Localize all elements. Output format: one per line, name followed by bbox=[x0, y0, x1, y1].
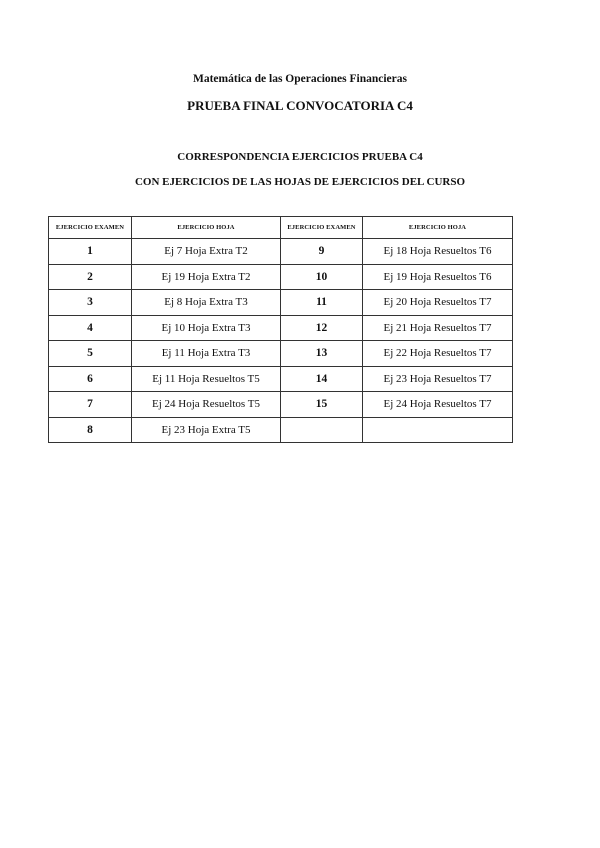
table-row bbox=[49, 366, 513, 392]
sheet-exercise-reference: Ej 19 Hoja Resueltos T6 bbox=[363, 264, 513, 290]
correspondence-heading: CORRESPONDENCIA EJERCICIOS PRUEBA C4 bbox=[177, 151, 423, 163]
table-row bbox=[49, 264, 513, 290]
sheet-exercise-reference: Ej 11 Hoja Extra T3 bbox=[132, 341, 281, 367]
sheet-exercise-reference: Ej 19 Hoja Extra T2 bbox=[132, 264, 281, 290]
table-header-row bbox=[49, 217, 513, 239]
exam-exercise-number: 12 bbox=[281, 315, 363, 341]
sheet-exercise-reference bbox=[363, 417, 513, 443]
table-row bbox=[49, 417, 513, 443]
sheet-exercise-reference: Ej 20 Hoja Resueltos T7 bbox=[363, 290, 513, 316]
table-row bbox=[49, 392, 513, 418]
column-header-sheet-exercise: EJERCICIO HOJA bbox=[363, 217, 513, 239]
column-header-exam-exercise: EJERCICIO EXAMEN bbox=[281, 217, 363, 239]
exam-exercise-number: 6 bbox=[49, 366, 132, 392]
exam-exercise-number: 14 bbox=[281, 366, 363, 392]
exam-exercise-number: 11 bbox=[281, 290, 363, 316]
exam-exercise-number: 10 bbox=[281, 264, 363, 290]
table-row bbox=[49, 341, 513, 367]
table-row bbox=[49, 290, 513, 316]
exam-exercise-number: 3 bbox=[49, 290, 132, 316]
exam-exercise-number: 7 bbox=[49, 392, 132, 418]
exam-exercise-number: 1 bbox=[49, 239, 132, 265]
exam-exercise-number: 15 bbox=[281, 392, 363, 418]
table-body bbox=[49, 239, 513, 443]
sheet-exercise-reference: Ej 18 Hoja Resueltos T6 bbox=[363, 239, 513, 265]
sheet-exercise-reference: Ej 23 Hoja Resueltos T7 bbox=[363, 366, 513, 392]
sheet-exercise-reference: Ej 10 Hoja Extra T3 bbox=[132, 315, 281, 341]
exam-exercise-number: 4 bbox=[49, 315, 132, 341]
table-row bbox=[49, 315, 513, 341]
sheet-exercise-reference: Ej 8 Hoja Extra T3 bbox=[132, 290, 281, 316]
correspondence-subheading: CON EJERCICIOS DE LAS HOJAS DE EJERCICIOS DEL CURSO bbox=[134, 176, 466, 188]
sheet-exercise-reference: Ej 24 Hoja Resueltos T5 bbox=[132, 392, 281, 418]
column-header-sheet-exercise: EJERCICIO HOJA bbox=[132, 217, 281, 239]
exam-exercise-number bbox=[281, 417, 363, 443]
exam-title: PRUEBA FINAL CONVOCATORIA C4 bbox=[187, 98, 413, 113]
exam-exercise-number: 5 bbox=[49, 341, 132, 367]
sheet-exercise-reference: Ej 7 Hoja Extra T2 bbox=[132, 239, 281, 265]
table-row bbox=[49, 239, 513, 265]
sheet-exercise-reference: Ej 24 Hoja Resueltos T7 bbox=[363, 392, 513, 418]
exam-exercise-number: 2 bbox=[49, 264, 132, 290]
subject-title: Matemática de las Operaciones Financieras bbox=[193, 73, 407, 85]
sheet-exercise-reference: Ej 23 Hoja Extra T5 bbox=[132, 417, 281, 443]
column-header-exam-exercise: EJERCICIO EXAMEN bbox=[49, 217, 132, 239]
exam-exercise-number: 9 bbox=[281, 239, 363, 265]
exam-exercise-number: 8 bbox=[49, 417, 132, 443]
sheet-exercise-reference: Ej 21 Hoja Resueltos T7 bbox=[363, 315, 513, 341]
sheet-exercise-reference: Ej 11 Hoja Resueltos T5 bbox=[132, 366, 281, 392]
exam-exercise-number: 13 bbox=[281, 341, 363, 367]
correspondence-table bbox=[48, 216, 513, 443]
sheet-exercise-reference: Ej 22 Hoja Resueltos T7 bbox=[363, 341, 513, 367]
